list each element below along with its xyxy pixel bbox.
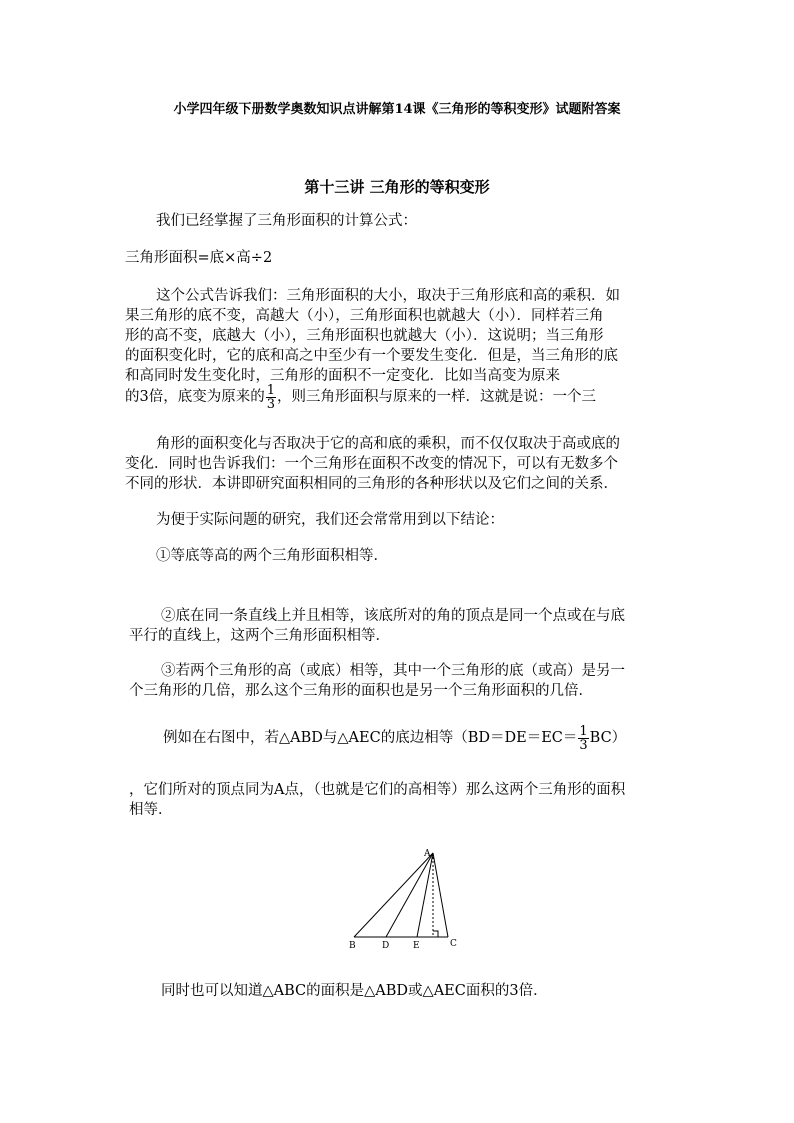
fraction-one-third <box>266 384 276 411</box>
fraction-line <box>125 382 596 412</box>
paragraph-line: 这个公式告诉我们：三角形面积的大小，取决于三角形底和高的乘积．如 <box>156 288 620 304</box>
fraction-denominator: 3 <box>579 737 588 753</box>
right-angle-mark <box>433 931 438 937</box>
example-continuation: ，它们所对的顶点同为A点，（也就是它们的高相等）那么这两个三角形的面积 <box>129 782 626 798</box>
conclusion-2-line: ②底在同一条直线上并且相等，该底所对的角的顶点是同一个点或在与底 <box>161 608 625 624</box>
example-text: BC） <box>589 730 627 746</box>
fraction-numerator: 1 <box>266 382 276 398</box>
example-continuation: 相等． <box>129 802 173 818</box>
side-ac <box>433 853 448 937</box>
conclusion-3-line: 个三角形的几倍，那么这个三角形的面积也是另一个三角形面积的几倍． <box>129 683 593 699</box>
paragraph-line: 角形的面积变化与否取决于它的高和底的乘积，而不仅仅取决于高或底的 <box>156 436 620 452</box>
paragraph-text: ，则三角形面积与原来的一样．这就是说：一个三 <box>277 389 597 405</box>
paragraph-line: 和高同时发生变化时，三角形的面积不一定变化．比如当高变为原来 <box>125 368 560 384</box>
paragraph-line: 果三角形的底不变，高越大（小），三角形面积也就越大（小）．同样若三角 <box>125 308 604 324</box>
paragraph-line: 变化．同时也告诉我们：一个三角形在面积不改变的情况下，可以有无数多个 <box>125 456 618 472</box>
fraction-numerator: 1 <box>579 723 588 739</box>
fraction-one-third <box>578 725 588 752</box>
example-line <box>163 723 626 753</box>
label-a: A <box>424 849 431 859</box>
lesson-title: 第十三讲 三角形的等积变形 <box>304 178 490 196</box>
fraction-denominator: 3 <box>266 396 276 412</box>
area-formula: 三角形面积=底×高÷2 <box>125 250 273 266</box>
intro-line: 我们已经掌握了三角形面积的计算公式： <box>156 213 417 229</box>
triangle-figure <box>340 840 470 955</box>
paragraph-line: 形的高不变，底越大（小），三角形面积也就越大（小）．这说明；当三角形 <box>125 328 604 344</box>
conclusion-3-line: ③若两个三角形的高（或底）相等，其中一个三角形的底（或高）是另一 <box>161 663 625 679</box>
label-c: C <box>450 939 457 949</box>
label-d: D <box>382 941 390 951</box>
closing-statement: 同时也可以知道△ABC的面积是△ABD或△AEC面积的3倍． <box>161 983 548 999</box>
label-e: E <box>413 941 420 951</box>
conclusions-lead: 为便于实际问题的研究，我们还会常常用到以下结论： <box>156 512 504 528</box>
label-b: B <box>349 941 356 951</box>
conclusion-1: ①等底等高的两个三角形面积相等． <box>156 548 388 564</box>
paragraph-line: 的面积变化时，它的底和高之中至少有一个要发生变化．但是，当三角形的底 <box>125 348 618 364</box>
conclusion-2-line: 平行的直线上，这两个三角形面积相等． <box>129 628 390 644</box>
paragraph-line: 不同的形状．本讲即研究面积相同的三角形的各种形状以及它们之间的关系． <box>125 476 618 492</box>
paragraph-text: 的3倍，底变为原来的 <box>125 389 265 405</box>
segment-ae <box>417 853 433 937</box>
document-title: 小学四年级下册数学奥数知识点讲解第14课《三角形的等积变形》试题附答案 <box>173 102 621 117</box>
example-text: 例如在右图中，若△ABD与△AEC的底边相等（BD＝DE＝EC＝ <box>163 730 578 746</box>
